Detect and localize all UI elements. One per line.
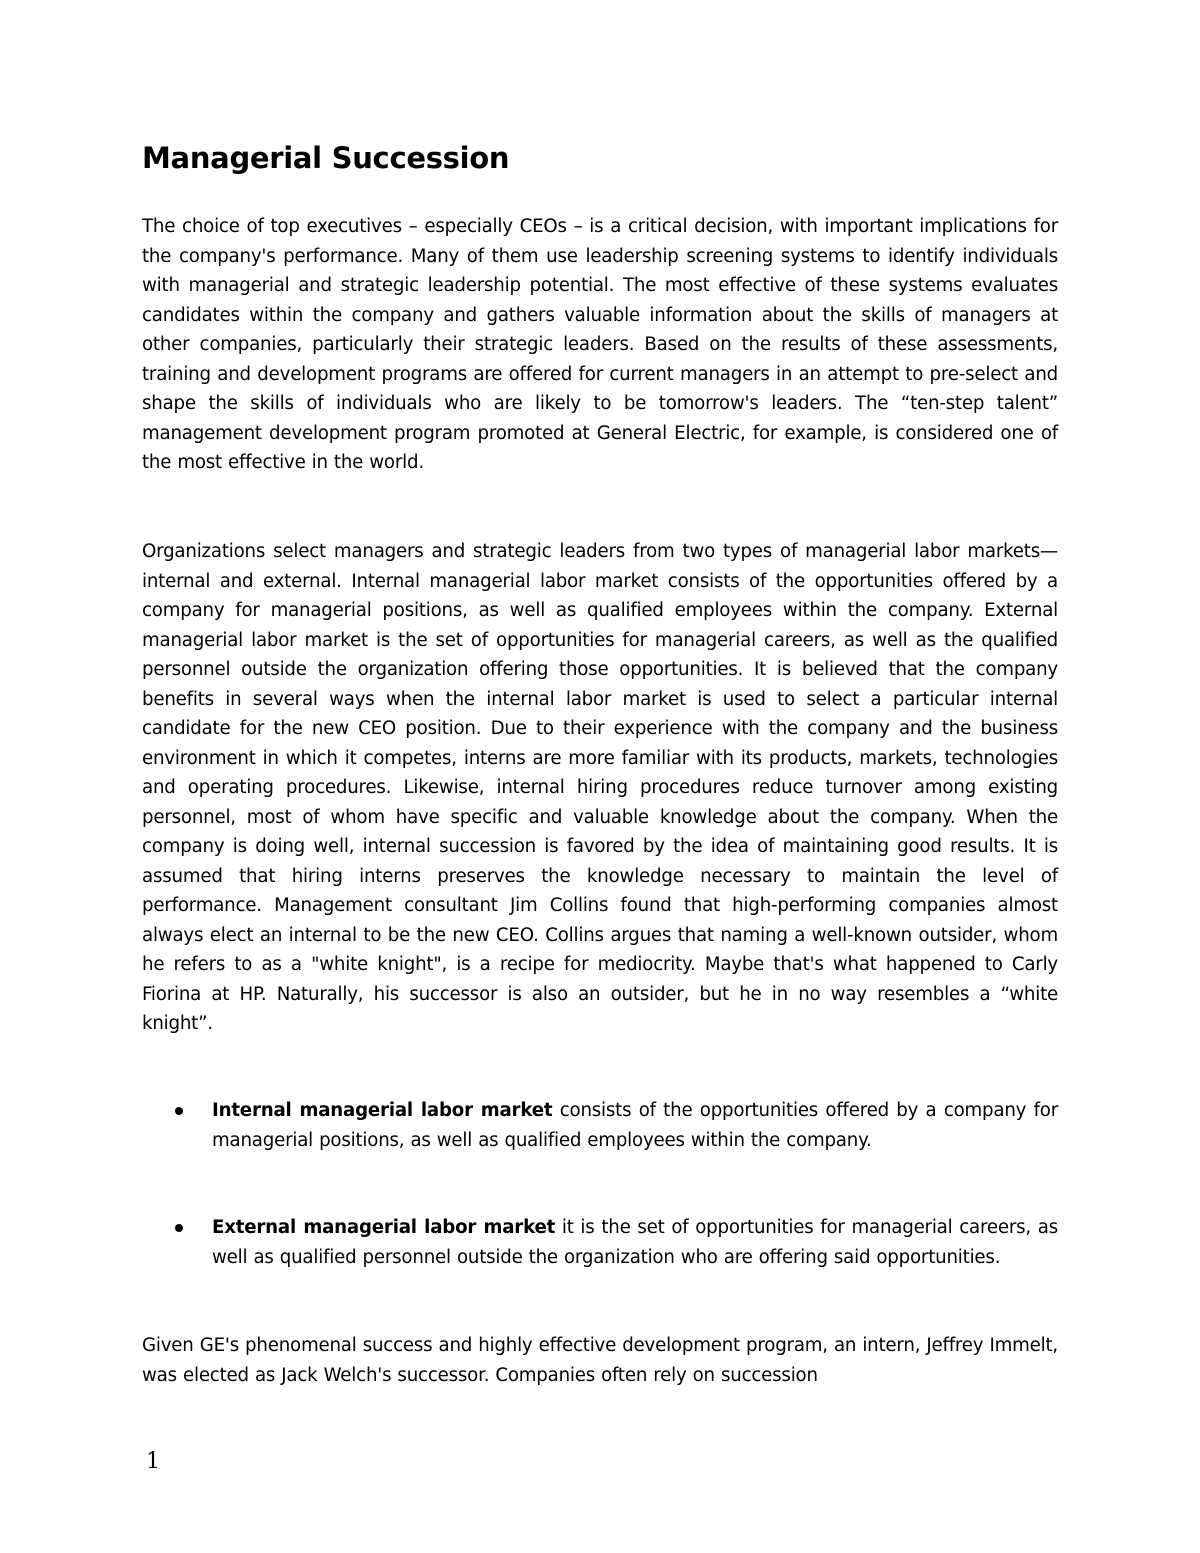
bullet-description: it is the set of opportunities for managerial careers, as well as qualified personnel outside the organization who are offering said opportunities. — [212, 1217, 1058, 1268]
document-page — [142, 0, 1058, 1553]
page-title: Managerial Succession — [142, 141, 510, 175]
bullet-dot-icon — [175, 1107, 183, 1115]
bullet-term: Internal managerial labor market — [212, 1100, 553, 1121]
paragraph-labor-markets: Organizations select managers and strategic leaders from two types of managerial labor markets—internal and external. Internal managerial labor market consists of the opportunities offered by a company for managerial positions, as well as qualified employees within the company. External managerial labor market is the set of opportunities for managerial careers, as well as the qualified personnel outside the organization offering those opportunities. It is believed that the company benefits in several ways when the internal labor market is used to select a particular internal candidate for the new CEO position. Due to their experience with the company and the business environment in which it competes, interns are more familiar with its products, markets, technologies and operating procedures. Likewise, internal hiring procedures reduce turnover among existing personnel, most of whom have specific and valuable knowledge about the company. When the company is doing well, internal succession is favored by the idea of maintaining good results. It is assumed that hiring interns preserves the knowledge necessary to maintain the level of performance. Management consultant Jim Collins found that high-performing companies almost always elect an internal to be the new CEO. Collins argues that naming a well-known outsider, whom he refers to as a "white knight", is a recipe for mediocrity. Maybe that's what happened to Carly Fiorina at HP. Naturally, his successor is also an outsider, but he in no way resembles a “white knight”. — [142, 541, 1058, 1034]
bullet-text — [212, 1096, 1058, 1155]
bullet-text — [212, 1213, 1058, 1272]
bullet-dot-icon — [175, 1224, 183, 1232]
paragraph-intro: The choice of top executives – especially CEOs – is a critical decision, with important implications for the company's performance. Many of them use leadership screening systems to identify individuals with managerial and strategic leadership potential. The most effective of these systems evaluates candidates within the company and gathers valuable information about the skills of managers at other companies, particularly their strategic leaders. Based on the results of these assessments, training and development programs are offered for current managers in an attempt to pre-select and shape the skills of individuals who are likely to be tomorrow's leaders. The “ten-step talent” management development program promoted at General Electric, for example, is considered one of the most effective in the world. — [142, 216, 1058, 473]
bullet-term: External managerial labor market — [212, 1217, 556, 1238]
bullet-description: consists of the opportunities offered by a company for managerial positions, as well as qualified employees within the company. — [212, 1100, 1058, 1151]
paragraph-ge-succession: Given GE's phenomenal success and highly effective development program, an intern, Jeffrey Immelt, was elected as Jack Welch's successor. Companies often rely on succession — [142, 1335, 1058, 1386]
page-number: 1 — [146, 1449, 160, 1474]
